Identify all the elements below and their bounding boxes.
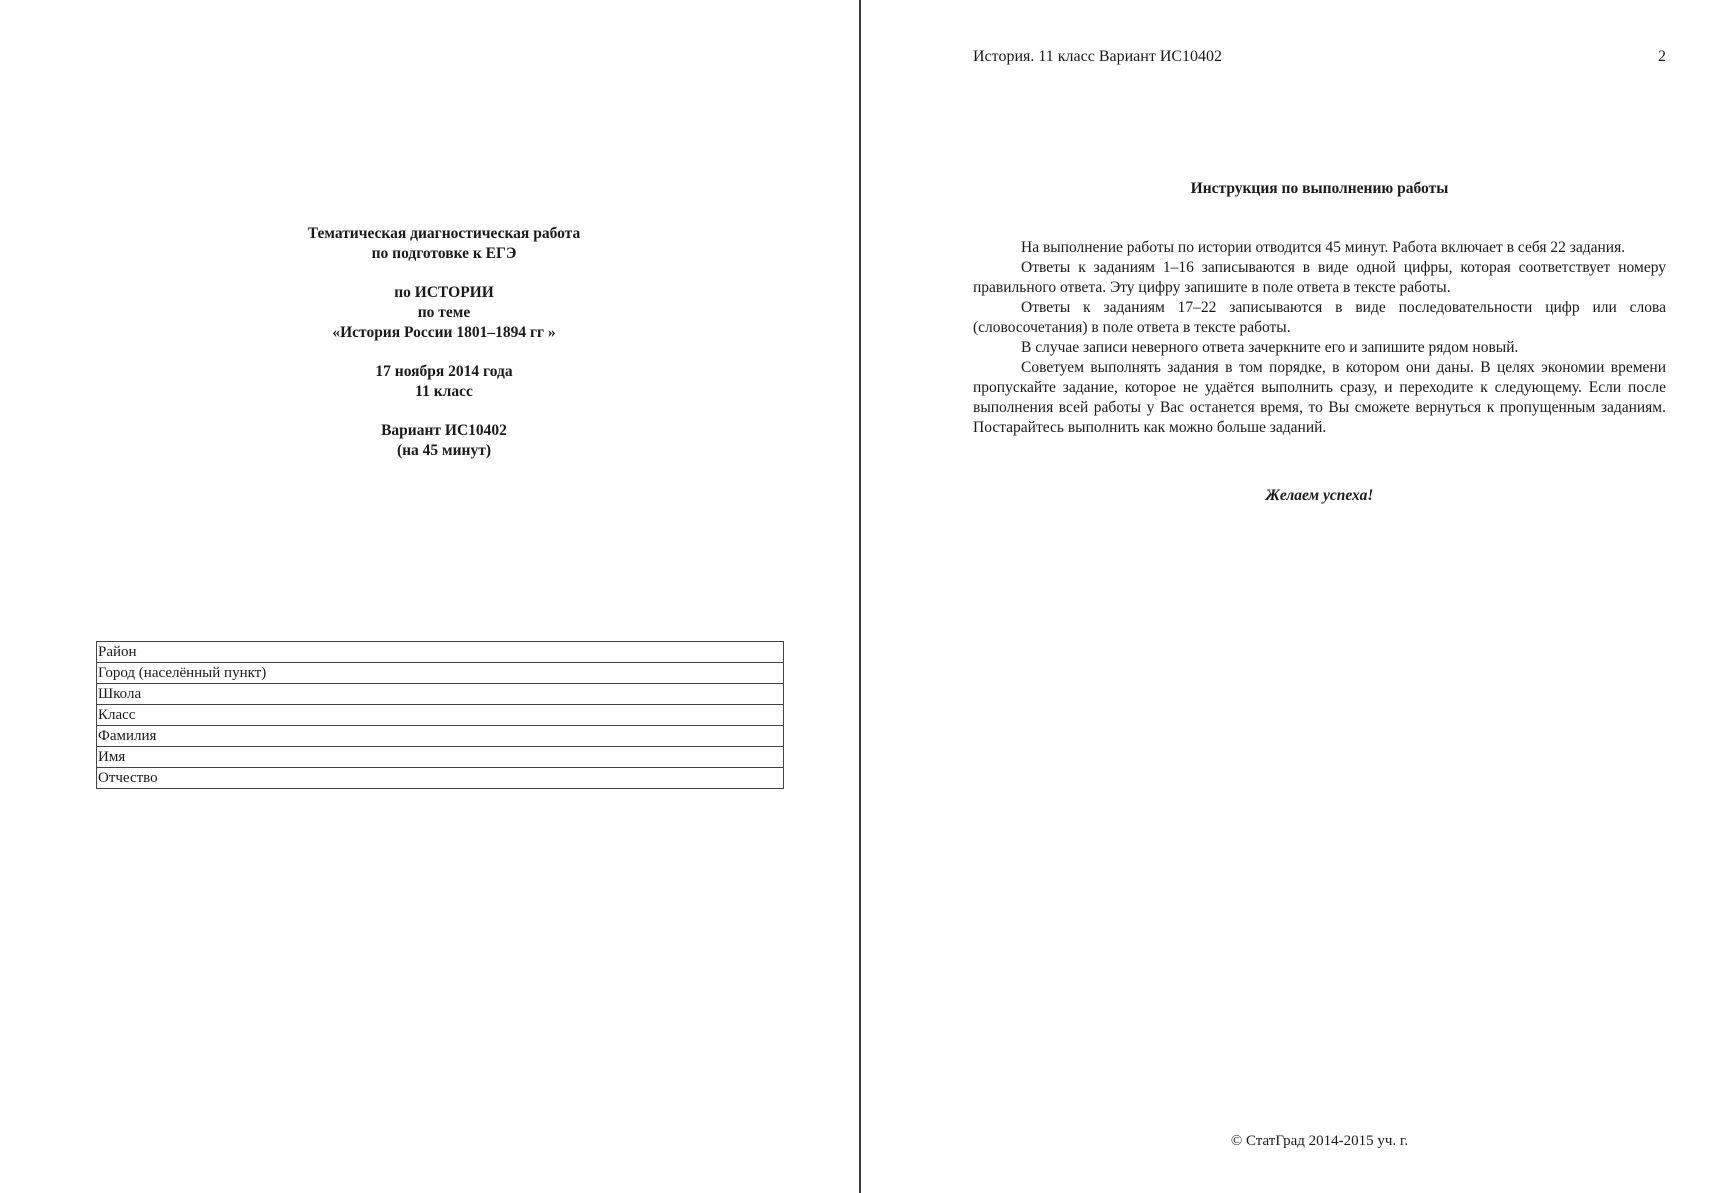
title-group-date: [0, 362, 888, 402]
instruction-paragraph: На выполнение работы по истории отводится 45 минут. Работа включает в себя 22 задания.: [1021, 239, 1626, 256]
instructions-title: Инструкция по выполнению работы: [1190, 180, 1449, 197]
right-page: [864, 0, 1722, 1193]
table-row: [97, 642, 784, 663]
page-divider: [859, 0, 861, 1193]
form-field-name[interactable]: Имя: [97, 747, 784, 768]
instruction-paragraph: В случае записи неверного ответа зачеркните его и запишите рядом новый.: [1021, 339, 1519, 356]
table-row: [97, 768, 784, 789]
form-field-patronymic[interactable]: Отчество: [97, 768, 784, 789]
student-info-table: [96, 641, 784, 789]
title-line: 11 класс: [415, 383, 473, 400]
form-field-class[interactable]: Класс: [97, 705, 784, 726]
page-number: 2: [1658, 48, 1666, 65]
title-group-variant: [0, 421, 888, 461]
title-line: по подготовке к ЕГЭ: [371, 245, 517, 262]
title-line: «История России 1801–1894 гг »: [332, 324, 556, 341]
instruction-paragraph: Ответы к заданиям 1–16 записываются в виде одной цифры, которая соответствует номеру правильного ответа. Эту цифру запишите в поле ответа в тексте работы.: [973, 259, 1666, 296]
form-field-surname[interactable]: Фамилия: [97, 726, 784, 747]
instructions-body: [973, 238, 1666, 438]
form-field-district[interactable]: Район: [97, 642, 784, 663]
instruction-paragraph: Советуем выполнять задания в том порядке, в котором они даны. В целях экономии времени пропускайте задание, которое не удаётся выполнить сразу, и переходите к следующему. Если после выполнения всей работы у Вас останется время, то Вы сможете вернуться к пропущенным заданиям. Постарайтесь выполнить как можно больше заданий.: [973, 359, 1666, 436]
table-row: [97, 663, 784, 684]
instruction-paragraph: Ответы к заданиям 17–22 записываются в виде последовательности цифр или слова (словосочетания) в поле ответа в тексте работы.: [973, 299, 1666, 336]
table-row: [97, 747, 784, 768]
table-row: [97, 684, 784, 705]
title-line: по ИСТОРИИ: [394, 284, 494, 301]
good-luck-text: Желаем успеха!: [1265, 487, 1374, 504]
copyright-footer: © СтатГрад 2014-2015 уч. г.: [1230, 1133, 1409, 1149]
title-line: по теме: [417, 304, 471, 321]
title-line: (на 45 минут): [396, 442, 492, 459]
running-header: История. 11 класс Вариант ИС10402: [973, 48, 1223, 65]
title-line: Вариант ИС10402: [381, 422, 507, 439]
table-row: [97, 726, 784, 747]
title-group-subject: [0, 283, 888, 343]
title-line: Тематическая диагностическая работа: [307, 225, 581, 242]
left-page: [0, 0, 858, 1193]
title-group-heading: [0, 224, 888, 264]
table-row: [97, 705, 784, 726]
title-block: [0, 224, 888, 480]
form-field-city[interactable]: Город (населённый пункт): [97, 663, 784, 684]
form-field-school[interactable]: Школа: [97, 684, 784, 705]
title-line: 17 ноября 2014 года: [375, 363, 513, 380]
